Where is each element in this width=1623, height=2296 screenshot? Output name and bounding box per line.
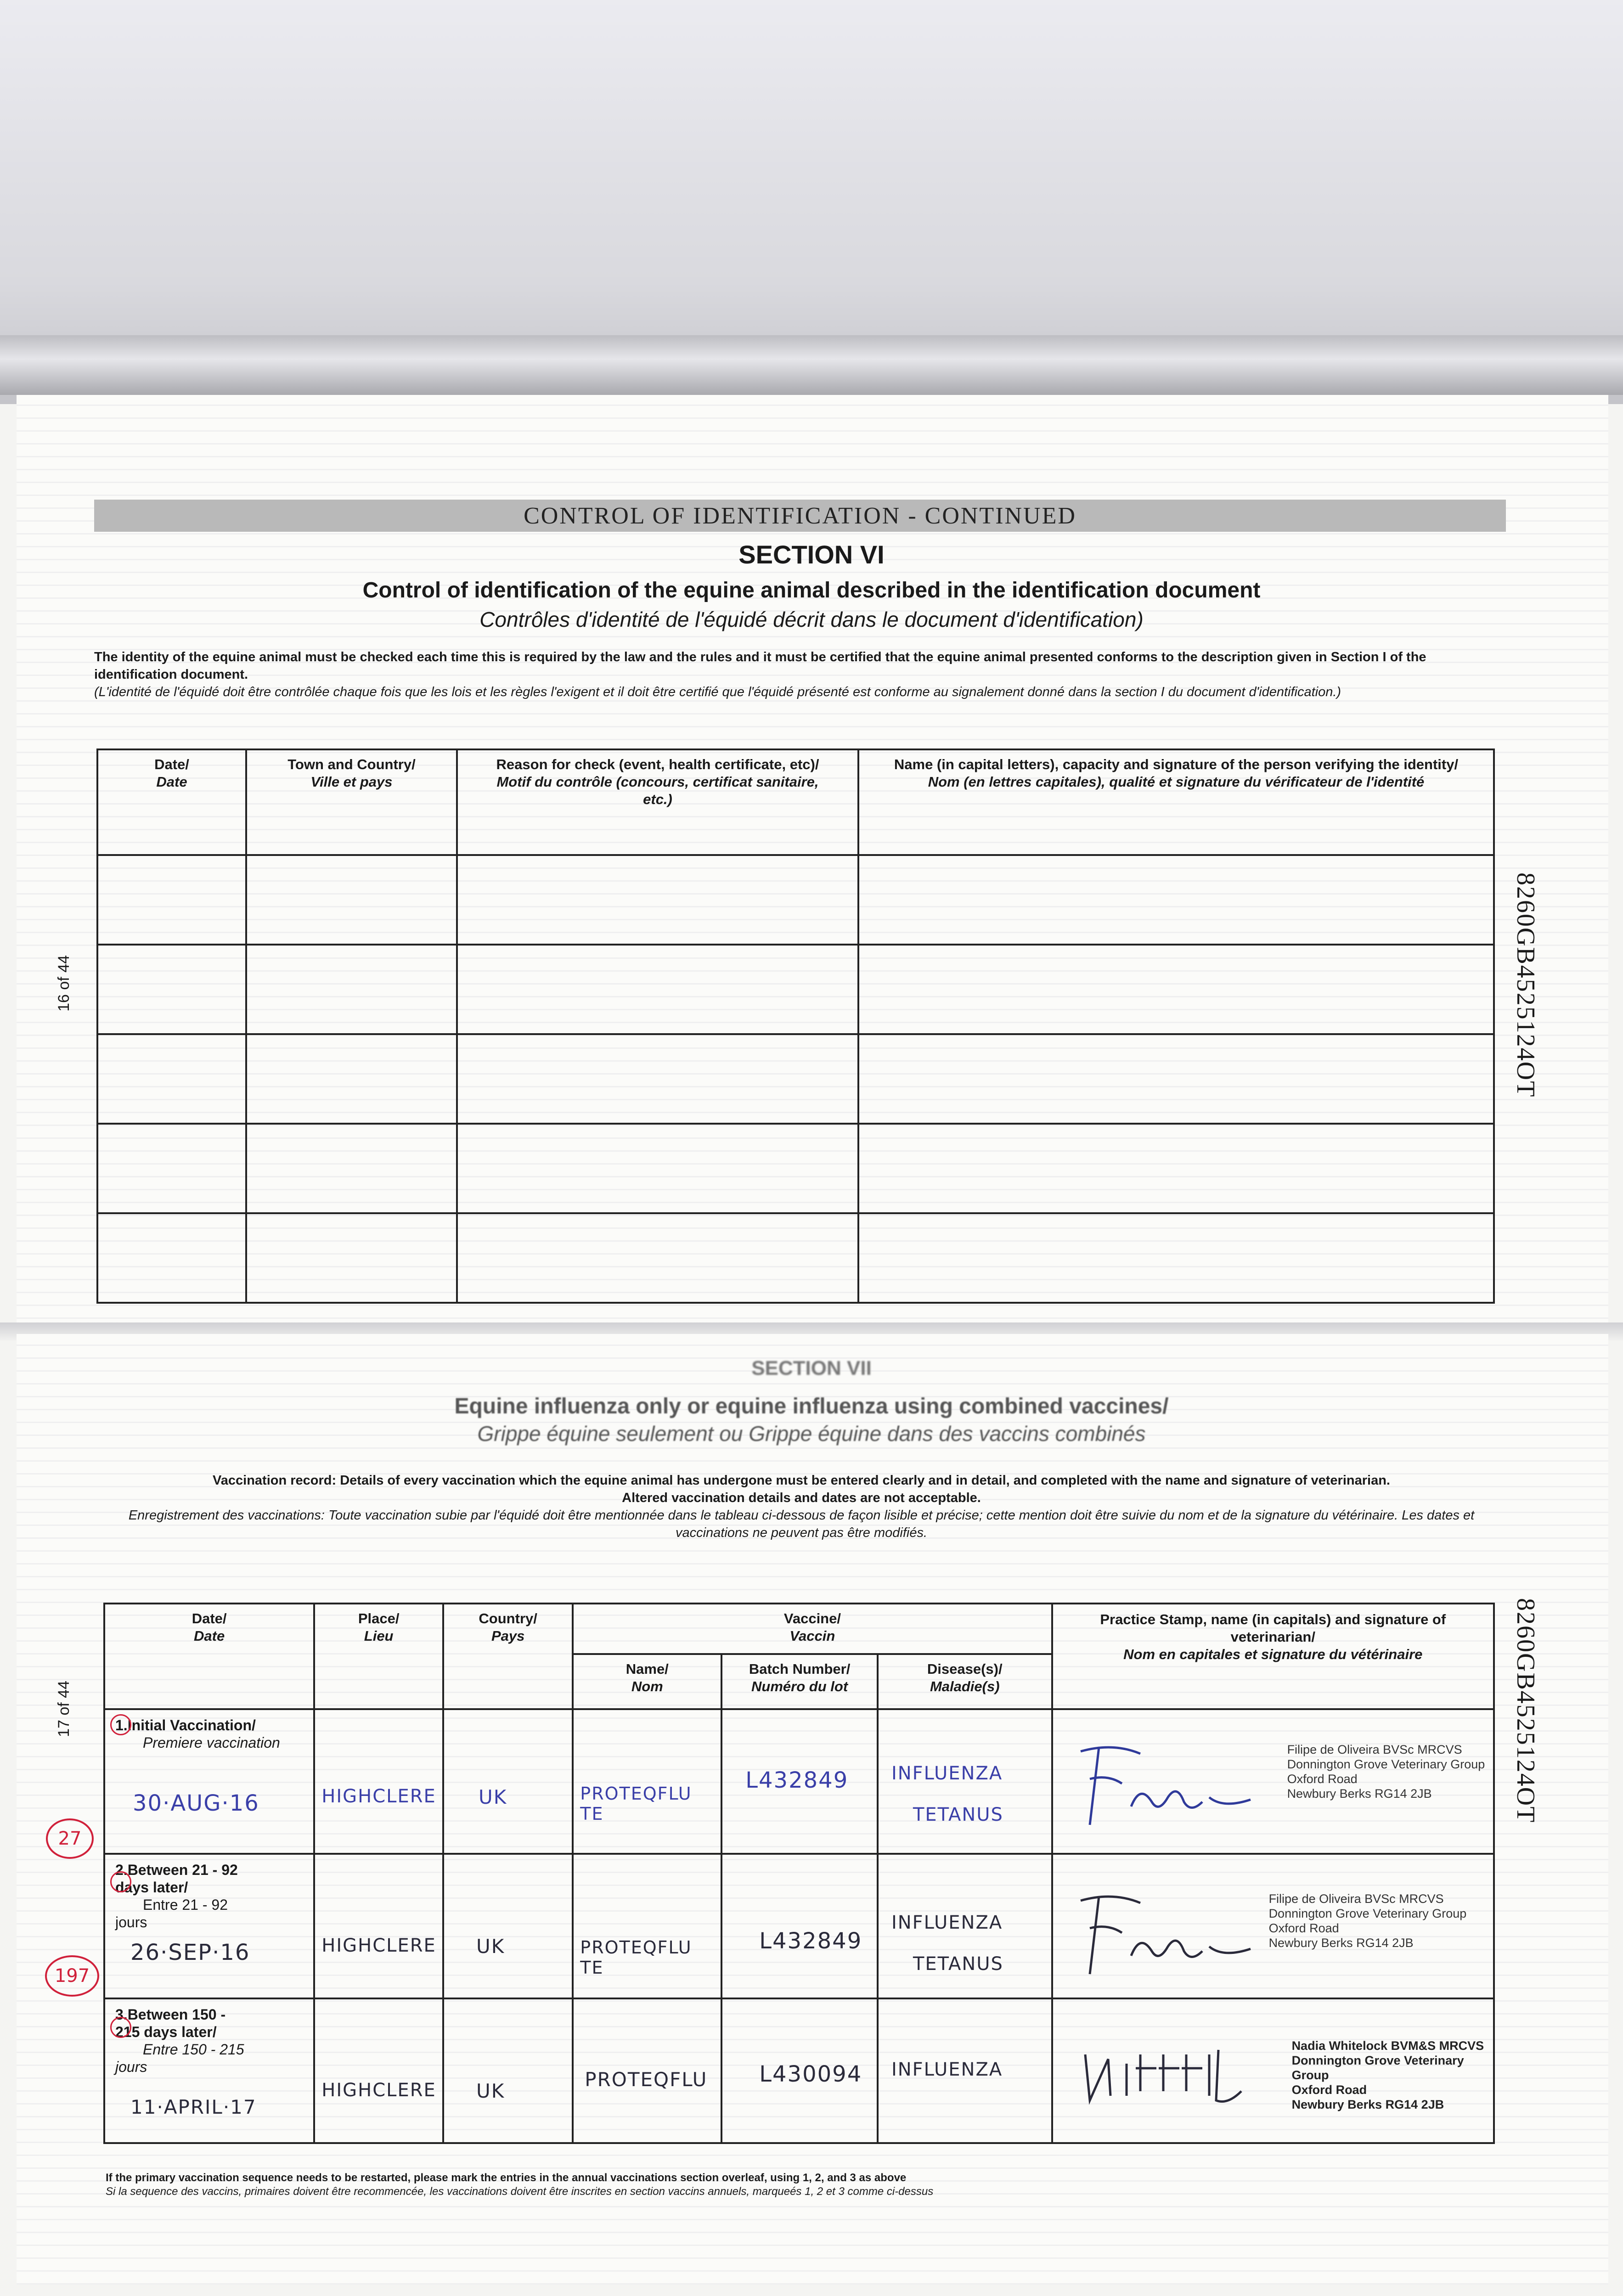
section-vi-title: Control of identification of the equine animal described in the identification document	[362, 578, 1261, 602]
disease-2: TETANUS	[913, 1804, 1003, 1825]
vaccination-date: 26·SEP·16	[130, 1940, 250, 1965]
col-reason: Reason for check (event, health certificate, etc)/ Motif du contrôle (concours, certificat sanitaire, etc.)	[457, 749, 858, 855]
section-banner	[94, 500, 1506, 532]
disease-1: INFLUENZA	[891, 2059, 1003, 2080]
col-practice-stamp: Practice Stamp, name (in capitals) and signature of veterinarian/ Nom en capitales et signature du vétérinaire	[1052, 1604, 1494, 1709]
disease-2: TETANUS	[913, 1953, 1003, 1975]
identity-check-table	[96, 748, 1495, 1304]
banner-text: CONTROL OF IDENTIFICATION - CONTINUED	[524, 502, 1076, 529]
section-vi-heading: SECTION VI	[738, 540, 885, 569]
vaccination-footnote	[106, 2171, 1497, 2199]
date-cell: 1.Initial Vaccination/ Premiere vaccination 30·AUG·16	[104, 1709, 314, 1854]
section-vii-heading: SECTION VII	[751, 1357, 872, 1379]
page-number-16: 16 of 44	[55, 955, 73, 1012]
col-date: Date/ Date	[97, 749, 246, 855]
section-vi-intro	[94, 648, 1481, 701]
vaccination-row-2	[104, 1854, 1494, 1998]
vaccination-row-1	[104, 1709, 1494, 1854]
table-row	[97, 855, 1494, 945]
intro-english-2: Altered vaccination details and dates are not acceptable.	[622, 1491, 981, 1505]
passport-id-bottom: 8260GB4525124OT	[1511, 1598, 1540, 1823]
row-2-number-circle	[110, 1871, 131, 1892]
col-date: Date/ Date	[104, 1604, 314, 1709]
table-row	[97, 1124, 1494, 1213]
practice-stamp-cell	[1052, 1998, 1494, 2143]
footnote-english: If the primary vaccination sequence needs to be restarted, please mark the entries in the annual vaccinations section overleaf, using 1, 2, and 3 as above	[106, 2172, 907, 2184]
col-vaccine: Vaccine/ Vaccin	[573, 1604, 1052, 1654]
vaccination-country: UK	[478, 1786, 507, 1808]
practice-stamp-cell	[1052, 1709, 1494, 1854]
disease-1: INFLUENZA	[891, 1763, 1003, 1784]
intro-english-1: Vaccination record: Details of every vaccination which the equine animal has undergone must be entered clearly and in detail, and completed with the name and signature of veterinarian.	[213, 1473, 1390, 1488]
batch-number: L432849	[759, 1928, 862, 1954]
date-cell: 2.Between 21 - 92 days later/ Entre 21 - 92 jours 26·SEP·16	[104, 1854, 314, 1998]
identity-check-header-row	[97, 749, 1494, 855]
veterinarian-signature	[1071, 1733, 1264, 1839]
date-cell: 3.Between 150 - 215 days later/ Entre 150 - 215 jours 11·APRIL·17	[104, 1998, 314, 2143]
row-1-number-circle	[110, 1714, 131, 1735]
page-number-17: 17 of 44	[55, 1681, 73, 1737]
col-place: Place/ Lieu	[314, 1604, 443, 1709]
margin-note-27: 27	[46, 1818, 94, 1859]
vaccination-country: UK	[476, 1935, 505, 1958]
section-vii-title: Equine influenza only or equine influenza using combined vaccines/	[454, 1394, 1169, 1418]
disease-1: INFLUENZA	[891, 1912, 1003, 1933]
section-vii-intro	[106, 1472, 1497, 1542]
intro-french: (L'identité de l'équidé doit être contrôlée chaque fois que les lois et les règles l'exigent et il doit être certifié que l'équidé présenté est conforme au signalement donné dans la section I du document d'identification.)	[94, 685, 1341, 699]
vaccine-name: PROTEQFLU TE	[580, 1937, 692, 1978]
practice-stamp: Filipe de Oliveira BVSc MRCVS Donnington Grove Veterinary Group Oxford Road Newbury Berks RG14 2JB	[1268, 1892, 1467, 1950]
footnote-french: Si la sequence des vaccins, primaires doivent être recommencée, les vaccinations doivent être inscrites en section vaccins annuels, marqueés 1, 2 et 3 comme ci-dessus	[106, 2185, 934, 2198]
vaccination-date: 11·APRIL·17	[130, 2096, 257, 2118]
passport-id-top: 8260GB4525124OT	[1511, 872, 1540, 1098]
vaccination-place: HIGHCLERE	[321, 1786, 436, 1807]
intro-english: The identity of the equine animal must be checked each time this is required by the law and the rules and it must be certified that the equine animal presented conforms to the description given in Section I of the identification document.	[94, 650, 1426, 682]
veterinarian-signature	[1076, 2036, 1269, 2128]
table-row	[97, 1213, 1494, 1303]
section-vii-subtitle: Grippe équine seulement ou Grippe équine dans des vaccins combinés	[477, 1422, 1146, 1446]
col-country: Country/ Pays	[443, 1604, 573, 1709]
practice-stamp-cell	[1052, 1854, 1494, 1998]
row-3-number-circle	[110, 2017, 131, 2038]
table-row	[97, 1034, 1494, 1124]
margin-note-197: 197	[45, 1955, 99, 1997]
vaccine-name: PROTEQFLU TE	[580, 1784, 692, 1824]
vaccination-place: HIGHCLERE	[321, 2080, 436, 2101]
vaccination-header-row-1	[104, 1604, 1494, 1654]
page-fold-shadow	[0, 335, 1623, 395]
vaccination-place: HIGHCLERE	[321, 1935, 436, 1956]
col-batch-number: Batch Number/ Numéro du lot	[721, 1654, 878, 1709]
practice-stamp: Nadia Whitelock BVM&S MRCVS Donnington Grove Veterinary Group Oxford Road Newbury Berks RG14 2JB	[1291, 2039, 1484, 2111]
vaccination-country: UK	[476, 2080, 505, 2102]
section-vi-subtitle: Contrôles d'identité de l'équidé décrit dans le document d'identification)	[479, 608, 1144, 631]
col-vaccine-name: Name/ Nom	[573, 1654, 721, 1709]
table-row	[97, 945, 1494, 1034]
vaccine-name: PROTEQFLU	[585, 2068, 708, 2091]
col-town-country: Town and Country/ Ville et pays	[246, 749, 457, 855]
vaccination-row-3	[104, 1998, 1494, 2143]
batch-number: L430094	[759, 2061, 862, 2087]
batch-number: L432849	[745, 1767, 849, 1793]
vaccination-date: 30·AUG·16	[133, 1790, 259, 1816]
intro-french: Enregistrement des vaccinations: Toute vaccination subie par l'équidé doit être mentionnée dans le tableau ci-dessous de façon lisible et précise; cette mention doit être suivie du nom et de la signature du vétérinaire. Les dates et vaccinations ne peuvent pas être modifiés.	[128, 1508, 1475, 1540]
col-verifier: Name (in capital letters), capacity and signature of the person verifying the identity/ Nom (en lettres capitales), qualité et signature du vérificateur de l'identité	[858, 749, 1494, 855]
col-diseases: Disease(s)/ Maladie(s)	[878, 1654, 1052, 1709]
vaccination-table	[103, 1603, 1495, 2144]
veterinarian-signature	[1071, 1882, 1264, 1988]
practice-stamp: Filipe de Oliveira BVSc MRCVS Donnington Grove Veterinary Group Oxford Road Newbury Berks RG14 2JB	[1287, 1743, 1485, 1801]
